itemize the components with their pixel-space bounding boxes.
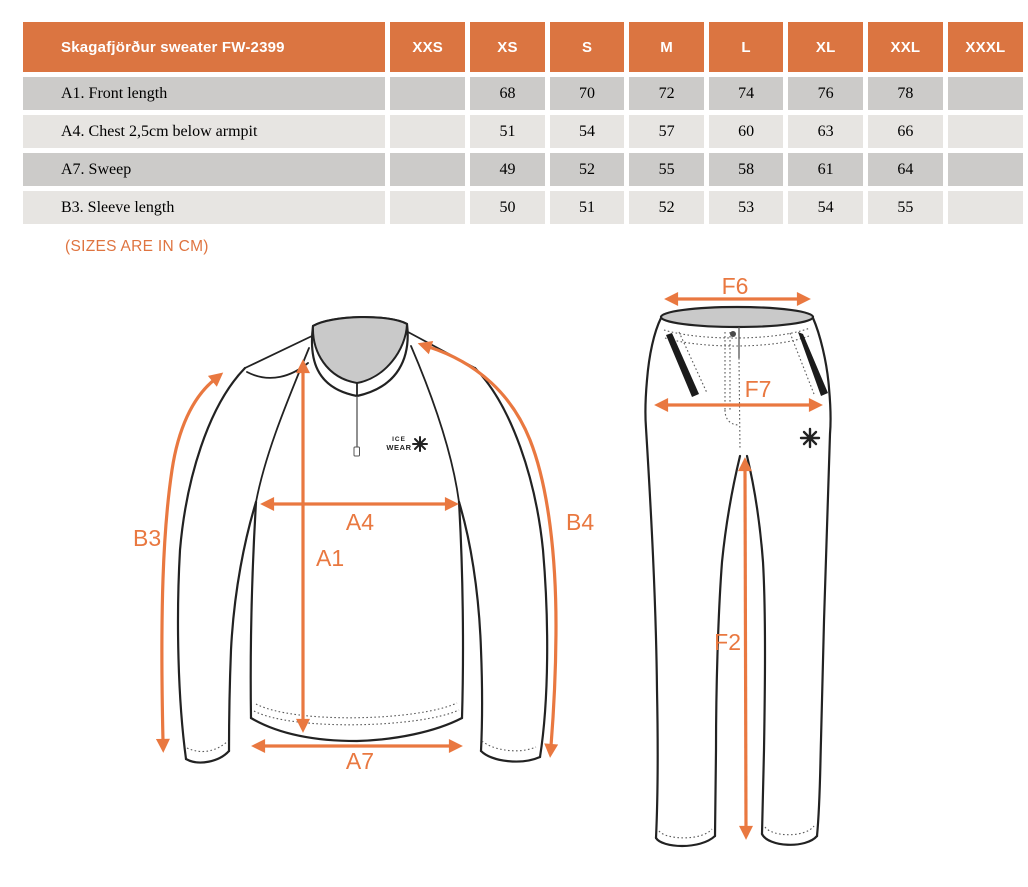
size-value-cell: 54: [788, 191, 863, 224]
column-header-xxxl: XXXL: [948, 22, 1023, 72]
size-value-cell: 60: [709, 115, 784, 148]
size-value-cell: [948, 153, 1023, 186]
size-value-cell: 51: [470, 115, 545, 148]
arrow-b4: [429, 347, 556, 746]
size-value-cell: 54: [550, 115, 625, 148]
logo-text-ice: ICE: [392, 436, 406, 443]
size-value-cell: [390, 115, 465, 148]
label-f7: F7: [744, 376, 772, 402]
table-row-sleeve-length: [23, 191, 1023, 224]
header-row: [23, 22, 1023, 72]
size-value-cell: 66: [868, 115, 943, 148]
size-value-cell: 51: [550, 191, 625, 224]
waist-button: [730, 331, 736, 337]
size-value-cell: [390, 77, 465, 110]
logo-text-wear: WEAR: [386, 443, 412, 452]
column-header-xs: XS: [470, 22, 545, 72]
size-value-cell: 52: [629, 191, 704, 224]
measurement-diagrams: [0, 270, 1028, 887]
label-b4: B4: [566, 509, 595, 535]
table-row-chest: [23, 115, 1023, 148]
waist-opening: [661, 307, 813, 327]
row-label: B3. Sleeve length: [23, 191, 385, 224]
sweater-diagram: [133, 317, 594, 774]
snowflake-icon: [413, 437, 427, 451]
size-value-cell: 52: [550, 153, 625, 186]
size-value-cell: 72: [629, 77, 704, 110]
size-value-cell: [390, 153, 465, 186]
size-chart-table: [18, 17, 1028, 229]
size-value-cell: 55: [868, 191, 943, 224]
size-value-cell: [390, 191, 465, 224]
size-value-cell: 74: [709, 77, 784, 110]
size-value-cell: 78: [868, 77, 943, 110]
snowflake-icon: [801, 429, 819, 447]
column-header-s: S: [550, 22, 625, 72]
size-value-cell: [948, 77, 1023, 110]
label-f2: F2: [714, 629, 741, 655]
size-value-cell: 58: [709, 153, 784, 186]
row-label: A1. Front length: [23, 77, 385, 110]
label-f6: F6: [721, 273, 749, 299]
size-value-cell: 55: [629, 153, 704, 186]
label-a7: A7: [345, 748, 375, 774]
size-value-cell: 64: [868, 153, 943, 186]
sizes-unit-note: (SIZES ARE IN CM): [65, 238, 209, 255]
column-header-xl: XL: [788, 22, 863, 72]
zipper-pull: [354, 447, 360, 456]
size-value-cell: 57: [629, 115, 704, 148]
collar-inner: [313, 317, 407, 383]
size-value-cell: 70: [550, 77, 625, 110]
row-label: A7. Sweep: [23, 153, 385, 186]
label-a4: A4: [345, 509, 375, 535]
size-value-cell: 50: [470, 191, 545, 224]
label-b3: B3: [133, 525, 162, 551]
table-title: Skagafjörður sweater FW-2399: [23, 22, 385, 72]
label-a1: A1: [316, 545, 345, 571]
column-header-xxl: XXL: [868, 22, 943, 72]
size-value-cell: 53: [709, 191, 784, 224]
pants-diagram: [645, 273, 830, 846]
size-value-cell: 61: [788, 153, 863, 186]
size-value-cell: 63: [788, 115, 863, 148]
column-header-xxs: XXS: [390, 22, 465, 72]
arrow-f2: [745, 469, 746, 828]
column-header-l: L: [709, 22, 784, 72]
size-value-cell: 76: [788, 77, 863, 110]
column-header-m: M: [629, 22, 704, 72]
size-value-cell: 49: [470, 153, 545, 186]
size-value-cell: 68: [470, 77, 545, 110]
size-value-cell: [948, 115, 1023, 148]
table-row-front-length: [23, 77, 1023, 110]
table-row-sweep: [23, 153, 1023, 186]
row-label: A4. Chest 2,5cm below armpit: [23, 115, 385, 148]
size-value-cell: [948, 191, 1023, 224]
